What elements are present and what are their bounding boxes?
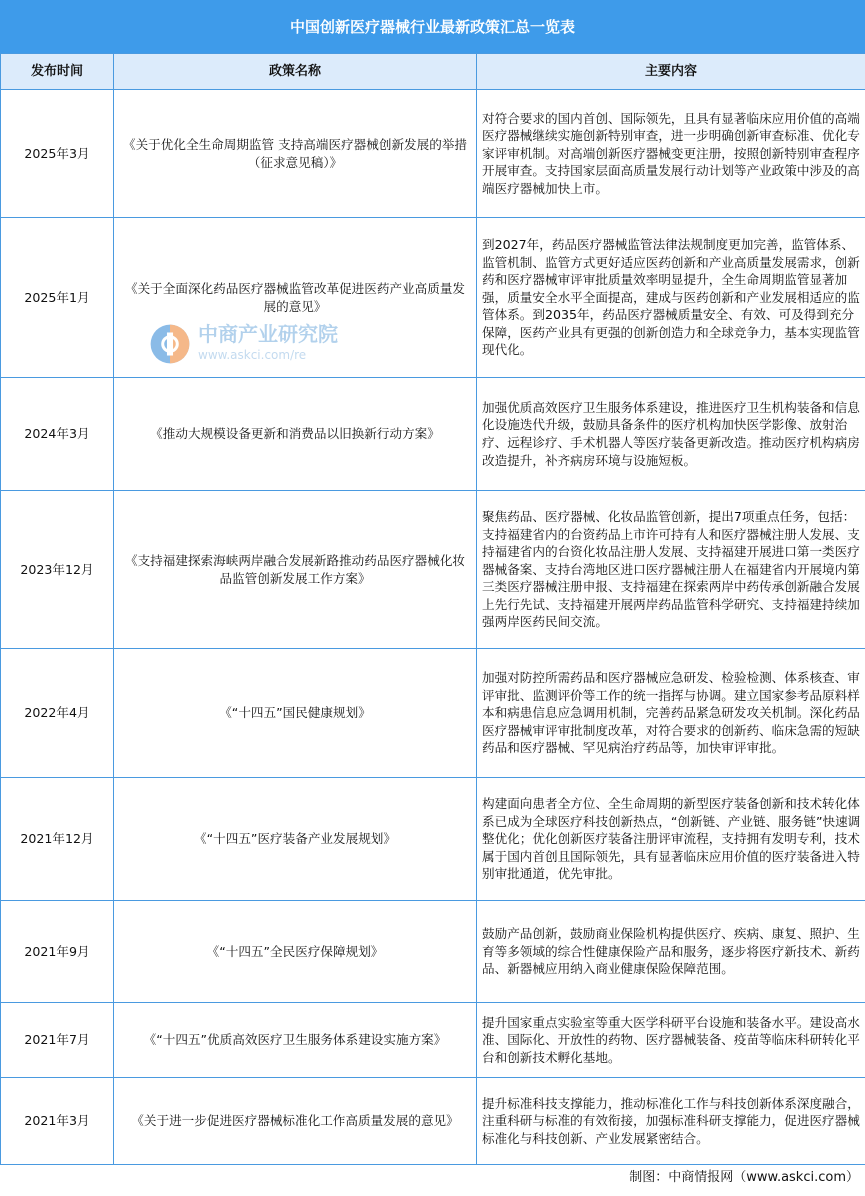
watermark-url: www.askci.com/re bbox=[198, 348, 307, 362]
table-row bbox=[1, 778, 865, 901]
cell-policy-name: 《“十四五”优质高效医疗卫生服务体系建设实施方案》 bbox=[114, 1003, 477, 1078]
cell-date: 2025年3月 bbox=[1, 90, 114, 218]
cell-content: 加强优质高效医疗卫生服务体系建设，推进医疗卫生机构装备和信息化设施迭代升级，鼓励具备条件的医疗机构加快医学影像、放射治疗、远程诊疗、手术机器人等医疗装备更新改造。推动医疗机构病房改造提升，补齐病房环境与设施短板。 bbox=[477, 378, 865, 491]
cell-content: 到2027年，药品医疗器械监管法律法规制度更加完善，监管体系、监管机制、监管方式更好适应医药创新和产业高质量发展需求，创新药和医疗器械审评审批质量效率明显提升，全生命周期监管显著加强，质量安全水平全面提高，建成与医药创新和产业发展相适应的监管体系。到2035年，药品医疗器械质量安全、有效、可及得到充分保障，医药产业具有更强的创新创造力和全球竞争力，基本实现监管现代化。 bbox=[477, 218, 865, 378]
header-date: 发布时间 bbox=[1, 54, 114, 90]
watermark-name: 中商产业研究院 bbox=[198, 322, 338, 346]
cell-date: 2025年1月 bbox=[1, 218, 114, 378]
header-policy-name: 政策名称 bbox=[114, 54, 477, 90]
cell-content: 聚焦药品、医疗器械、化妆品监管创新，提出7项重点任务，包括：支持福建省内的台资药品上市许可持有人和医疗器械注册人发展、支持福建省内的台资化妆品注册人发展、支持福建开展进口第一类医疗器械备案、支持台湾地区进口医疗器械注册人在福建省内开展境内第三类医疗器械注册申报、支持福建在探索两岸中药传承创新融合发展上先行先试、支持福建开展两岸药品监管科学研究、支持福建持续加强两岸医药民间交流。 bbox=[477, 491, 865, 649]
policy-table bbox=[0, 53, 865, 1165]
cell-policy-name: 《推动大规模设备更新和消费品以旧换新行动方案》 bbox=[114, 378, 477, 491]
cell-content: 对符合要求的国内首创、国际领先，且具有显著临床应用价值的高端医疗器械继续实施创新特别审查，进一步明确创新审查标准、优化专家评审机制。对高端创新医疗器械变更注册，按照创新特别审查程序开展审查。支持国家层面高质量发展行动计划等产业政策中涉及的高端医疗器械加快上市。 bbox=[477, 90, 865, 218]
cell-policy-name: 《“十四五”国民健康规划》 bbox=[114, 649, 477, 778]
cell-policy-name: 《关于进一步促进医疗器械标准化工作高质量发展的意见》 bbox=[114, 1078, 477, 1165]
cell-date: 2021年3月 bbox=[1, 1078, 114, 1165]
table-row bbox=[1, 378, 865, 491]
source-footer: 制图：中商情报网（www.askci.com） bbox=[629, 1170, 859, 1185]
header-content: 主要内容 bbox=[477, 54, 865, 90]
cell-content: 提升国家重点实验室等重大医学科研平台设施和装备水平。建设高水准、国际化、开放性的药物、医疗器械装备、疫苗等临床科研转化平台和创新技术孵化基地。 bbox=[477, 1003, 865, 1078]
cell-policy-name: 《“十四五”全民医疗保障规划》 bbox=[114, 901, 477, 1003]
cell-date: 2021年12月 bbox=[1, 778, 114, 901]
cell-content: 提升标准科技支撑能力，推动标准化工作与科技创新体系深度融合，注重科研与标准的有效衔接，加强标准科研支撑能力，促进医疗器械标准化与科技创新、产业发展紧密结合。 bbox=[477, 1078, 865, 1165]
cell-content: 鼓励产品创新，鼓励商业保险机构提供医疗、疾病、康复、照护、生育等多领域的综合性健康保险产品和服务，逐步将医疗新技术、新药品、新器械应用纳入商业健康保险保障范围。 bbox=[477, 901, 865, 1003]
cell-policy-name: 《关于全面深化药品医疗器械监管改革促进医药产业高质量发展的意见》 bbox=[114, 218, 477, 378]
cell-policy-name: 《支持福建探索海峡两岸融合发展新路推动药品医疗器械化妆品监管创新发展工作方案》 bbox=[114, 491, 477, 649]
cell-date: 2021年9月 bbox=[1, 901, 114, 1003]
cell-policy-name: 《“十四五”医疗装备产业发展规划》 bbox=[114, 778, 477, 901]
cell-date: 2022年4月 bbox=[1, 649, 114, 778]
cell-date: 2023年12月 bbox=[1, 491, 114, 649]
page-title: 中国创新医疗器械行业最新政策汇总一览表 bbox=[0, 0, 865, 53]
table-row bbox=[1, 491, 865, 649]
table-row bbox=[1, 1003, 865, 1078]
cell-date: 2024年3月 bbox=[1, 378, 114, 491]
cell-content: 构建面向患者全方位、全生命周期的新型医疗装备创新和技术转化体系已成为全球医疗科技创新热点，“创新链、产业链、服务链”快速调整优化；优化创新医疗装备注册评审流程，支持拥有发明专利，技术属于国内首创且国际领先，具有显著临床应用价值的医疗装备进入特别审批通道，优先审批。 bbox=[477, 778, 865, 901]
table-header-row bbox=[1, 54, 865, 90]
table-row bbox=[1, 649, 865, 778]
table-row bbox=[1, 1078, 865, 1165]
table-row bbox=[1, 901, 865, 1003]
cell-policy-name: 《关于优化全生命周期监管 支持高端医疗器械创新发展的举措（征求意见稿）》 bbox=[114, 90, 477, 218]
table-row bbox=[1, 90, 865, 218]
table-row bbox=[1, 218, 865, 378]
cell-date: 2021年7月 bbox=[1, 1003, 114, 1078]
cell-content: 加强对防控所需药品和医疗器械应急研发、检验检测、体系核查、审评审批、监测评价等工作的统一指挥与协调。建立国家参考品原料样本和病患信息应急调用机制，完善药品紧急研发攻关机制。深化药品医疗器械审评审批制度改革，对符合要求的创新药、临床急需的短缺药品和医疗器械、罕见病治疗药品等，加快审评审批。 bbox=[477, 649, 865, 778]
